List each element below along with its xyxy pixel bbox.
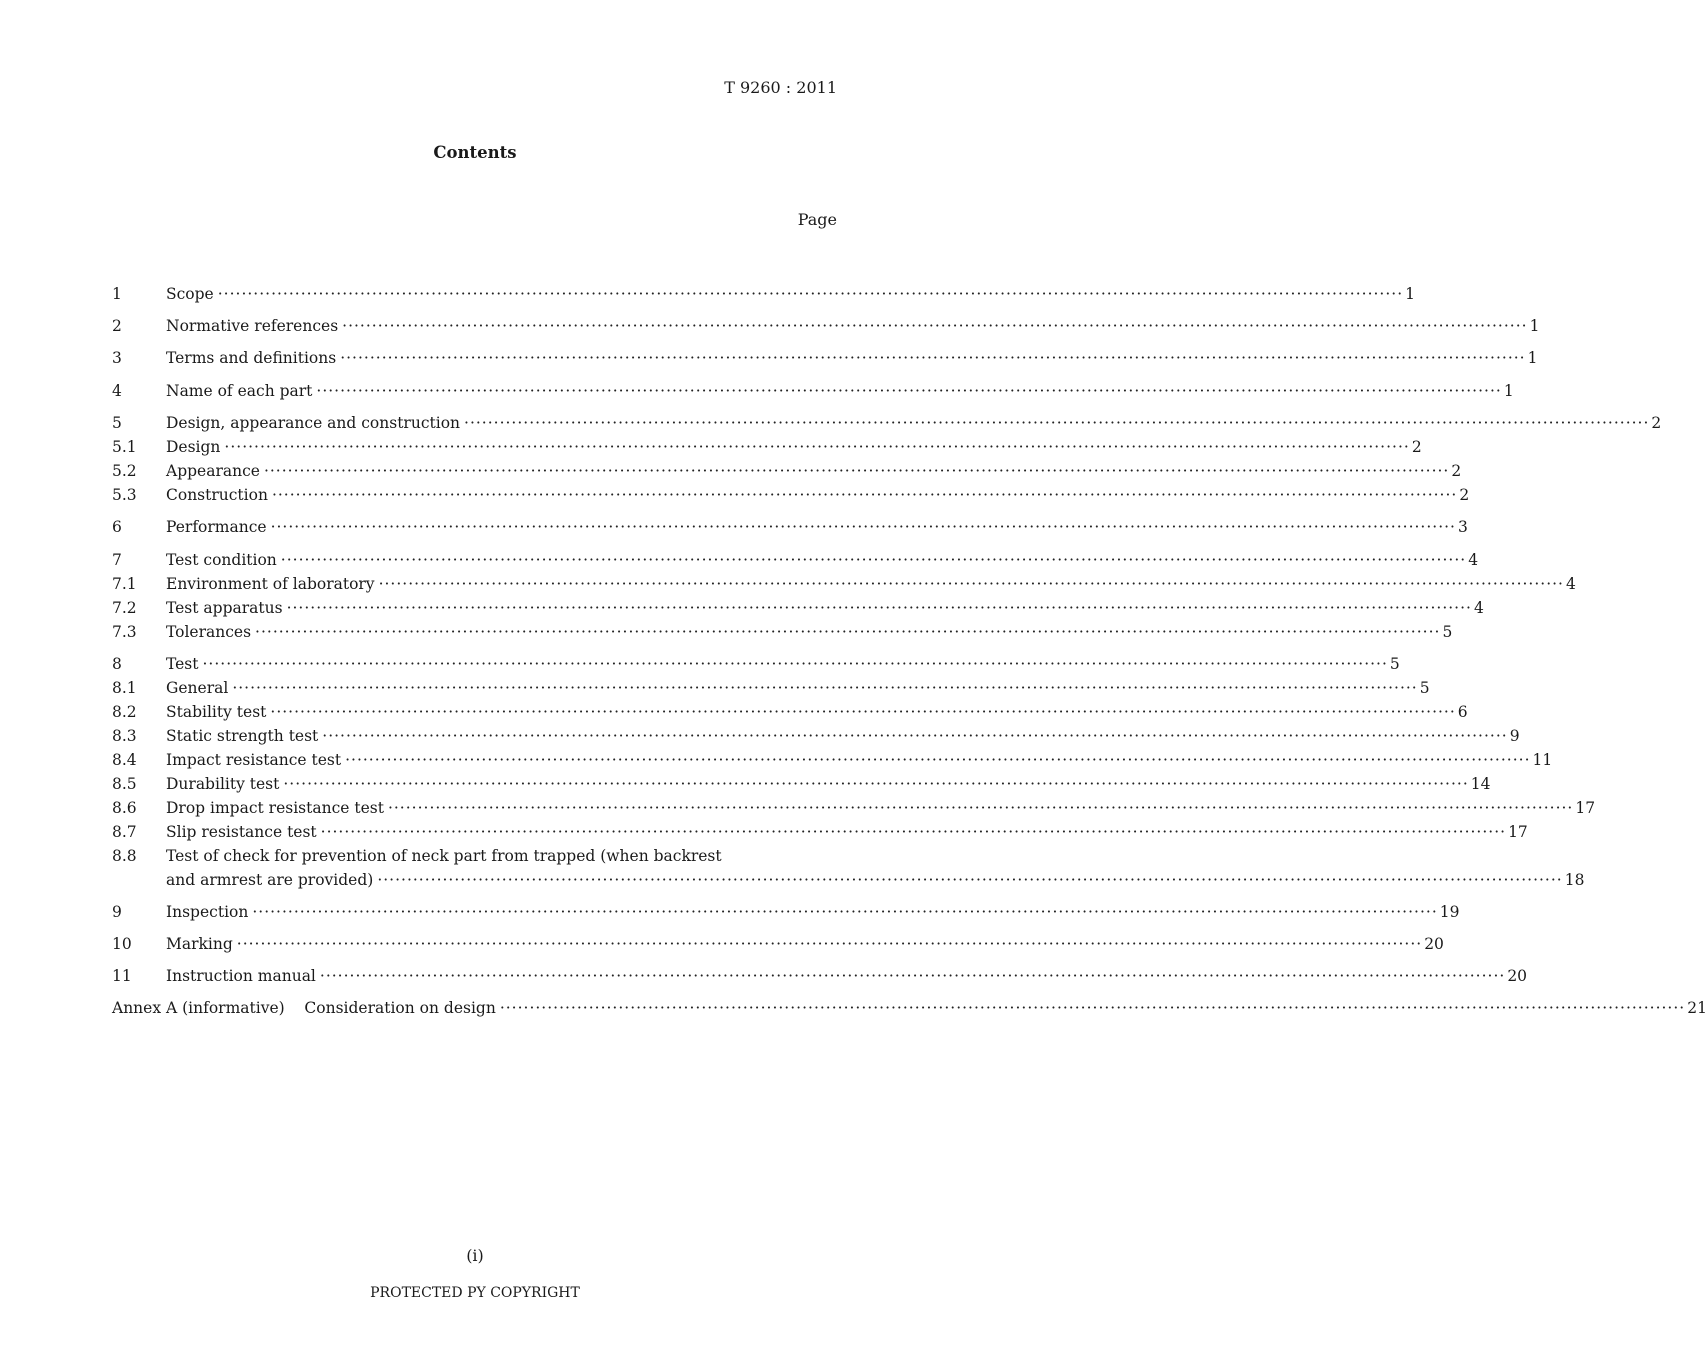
toc-number: 8.6 [112, 799, 137, 817]
toc-number: 5.3 [112, 486, 137, 504]
leader-dots: ········································································································································································································ [280, 551, 1467, 569]
toc-label: General [166, 679, 229, 697]
toc-label: Slip resistance test [166, 823, 317, 841]
toc-label: Test [166, 655, 199, 673]
toc-page: 18 [1564, 871, 1585, 889]
toc-label: Construction [166, 486, 268, 504]
toc-number: 7.3 [112, 623, 137, 641]
toc-page: 2 [1411, 438, 1422, 456]
leader-dots: ········································································································································································································ [377, 871, 1563, 889]
toc-page: 20 [1507, 967, 1528, 985]
toc-label: Tolerances [166, 623, 252, 641]
toc-number: 8 [112, 655, 122, 673]
toc-page: 11 [1532, 751, 1553, 769]
toc-label: Design [166, 438, 221, 456]
toc-number: 7 [112, 551, 122, 569]
toc-page: 4 [1468, 551, 1479, 569]
toc-number: 7.2 [112, 599, 137, 617]
toc-page: 4 [1473, 599, 1484, 617]
leader-dots: ········································································································································································································ [255, 623, 1441, 641]
toc-page: 5 [1442, 623, 1453, 641]
toc-number: 9 [112, 903, 122, 921]
leader-dots: ········································································································································································································ [270, 518, 1456, 536]
toc-page: 1 [1405, 285, 1416, 303]
leader-dots: ········································································································································································································ [202, 655, 1388, 673]
toc-page: 6 [1457, 703, 1468, 721]
copyright-footer: PROTECTED PY COPYRIGHT [370, 1285, 580, 1301]
toc-page: 21 [1687, 999, 1707, 1017]
toc-page: 2 [1451, 462, 1462, 480]
toc-number: 8.2 [112, 703, 137, 721]
toc-page: 2 [1651, 414, 1662, 432]
toc-number: 8.5 [112, 775, 137, 793]
leader-dots: ········································································································································································································ [263, 462, 1450, 480]
toc-page: 17 [1575, 799, 1596, 817]
toc-label: Terms and definitions [166, 349, 337, 367]
toc-page: 9 [1509, 727, 1520, 745]
toc-label: Test condition [166, 551, 277, 569]
leader-dots: ········································································································································································································ [286, 599, 1472, 617]
toc-label: Environment of laboratory [166, 575, 375, 593]
toc-page: 1 [1529, 317, 1540, 335]
leader-dots: ········································································································································································································ [322, 727, 1508, 745]
leader-dots: ········································································································································································································ [320, 823, 1507, 841]
toc-number: 8.8 [112, 847, 137, 865]
toc-label: Marking [166, 935, 233, 953]
leader-dots: ········································································································································································································ [345, 751, 1531, 769]
toc-number: 5 [112, 414, 122, 432]
toc-number: 5.2 [112, 462, 137, 480]
standard-id: T 9260 : 2011 [724, 78, 837, 97]
leader-dots: ········································································································································································································ [224, 438, 1410, 456]
toc-number: 8.7 [112, 823, 137, 841]
toc-label: Annex A (informative) Consideration on design [112, 999, 496, 1017]
leader-dots: ········································································································································································································ [270, 703, 1456, 721]
leader-dots: ········································································································································································································ [232, 679, 1418, 697]
toc-page: 14 [1470, 775, 1491, 793]
toc-page: 17 [1508, 823, 1528, 841]
toc-number: 8.3 [112, 727, 137, 745]
toc-page: 5 [1389, 655, 1400, 673]
toc-label: Stability test [166, 703, 267, 721]
leader-dots: ········································································································································································································ [340, 349, 1526, 367]
toc-number: 8.4 [112, 751, 137, 769]
page-number: (i) [466, 1246, 484, 1265]
toc-number: 6 [112, 518, 122, 536]
leader-dots: ········································································································································································································ [342, 317, 1528, 335]
leader-dots: ········································································································································································································ [316, 382, 1502, 400]
toc-number: 2 [112, 317, 122, 335]
page-title: Contents [433, 143, 517, 162]
toc-number: 7.1 [112, 575, 137, 593]
toc-label: Scope [166, 285, 214, 303]
leader-dots: ········································································································································································································ [283, 775, 1469, 793]
toc-label-line2: and armrest are provided) [166, 871, 374, 889]
toc-label: Impact resistance test [166, 751, 342, 769]
toc-number: 4 [112, 382, 122, 400]
toc-label: Instruction manual [166, 967, 316, 985]
toc-label: Design, appearance and construction [166, 414, 461, 432]
toc-label: Normative references [166, 317, 339, 335]
toc-label: Durability test [166, 775, 280, 793]
toc-number: 11 [112, 967, 132, 985]
leader-dots: ········································································································································································································ [271, 486, 1458, 504]
toc-page: 20 [1424, 935, 1444, 953]
leader-dots: ········································································································································································································ [378, 575, 1564, 593]
toc-page: 2 [1459, 486, 1470, 504]
toc-label-line1: Test of check for prevention of neck part from trapped (when backrest [166, 847, 722, 865]
toc-label: Name of each part [166, 382, 313, 400]
toc-number: 5.1 [112, 438, 137, 456]
toc-number: 3 [112, 349, 122, 367]
leader-dots: ········································································································································································································ [387, 799, 1574, 817]
leader-dots: ········································································································································································································ [319, 967, 1506, 985]
page-column-header: Page [797, 210, 837, 229]
toc-page: 1 [1503, 382, 1514, 400]
leader-dots: ········································································································································································································ [464, 414, 1650, 432]
toc-page: 5 [1419, 679, 1430, 697]
toc-page: 1 [1527, 349, 1538, 367]
toc-label: Inspection [166, 903, 249, 921]
toc-label: Performance [166, 518, 267, 536]
leader-dots: ········································································································································································································ [217, 285, 1404, 303]
toc-label: Static strength test [166, 727, 319, 745]
toc-number: 8.1 [112, 679, 137, 697]
toc-label: Drop impact resistance test [166, 799, 384, 817]
toc-page: 4 [1565, 575, 1576, 593]
leader-dots: ········································································································································································································ [236, 935, 1423, 953]
toc-label: Test apparatus [166, 599, 283, 617]
toc-page: 19 [1439, 903, 1460, 921]
toc-number: 1 [112, 285, 122, 303]
leader-dots: ········································································································································································································ [252, 903, 1438, 921]
toc-number: 10 [112, 935, 132, 953]
leader-dots: ········································································································································································································ [499, 999, 1686, 1017]
toc-page: 3 [1457, 518, 1468, 536]
toc-label: Appearance [166, 462, 260, 480]
